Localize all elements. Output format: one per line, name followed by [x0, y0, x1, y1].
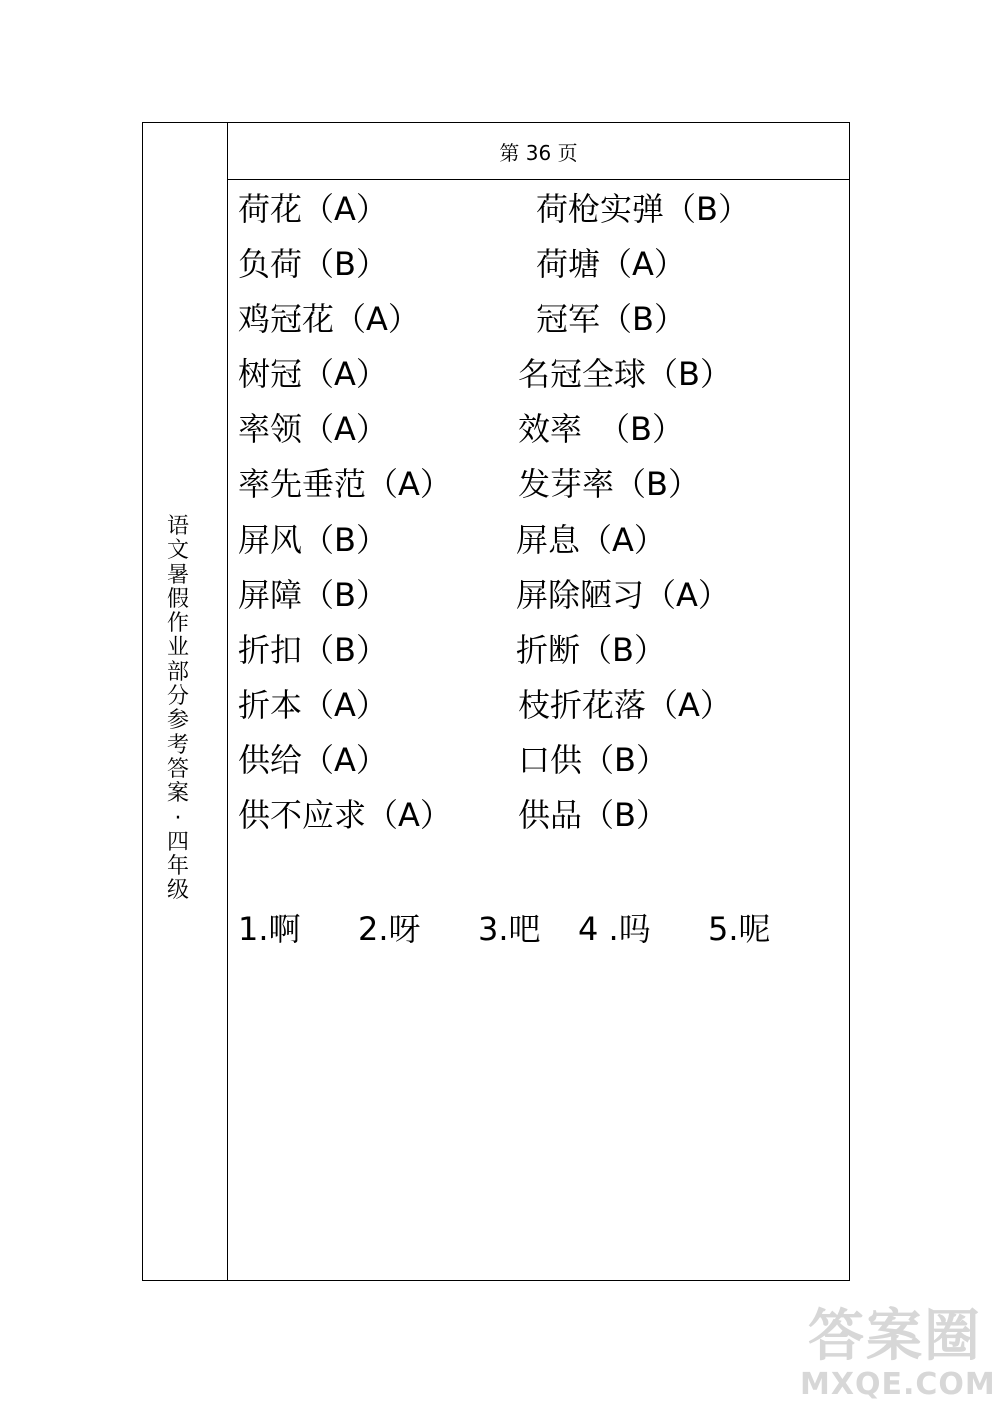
- page-number-header: [228, 123, 849, 180]
- answer-right: 屏除陋习（A）: [516, 576, 730, 614]
- answer-page-frame: [142, 122, 850, 1281]
- sidebar: [143, 123, 228, 1280]
- watermark-mark: 答案圈: [808, 1304, 982, 1369]
- answer-left: 折本（A）: [238, 686, 388, 724]
- answer-right: 荷枪实弹（B）: [536, 190, 750, 228]
- answer-right: 发芽率（B）: [518, 465, 700, 503]
- answer-left: 折扣（B）: [238, 631, 388, 669]
- answer-left: 屏风（B）: [238, 521, 388, 559]
- answer-right: 枝折花落（A）: [518, 686, 732, 724]
- answer-left: 荷花（A）: [238, 190, 388, 228]
- answer-left: 率领（A）: [238, 410, 388, 448]
- answer-left: 鸡冠花（A）: [238, 300, 420, 338]
- answer-right: 供品（B）: [518, 796, 668, 834]
- answer-left: 负荷（B）: [238, 245, 388, 283]
- particle-answer: 1.啊: [238, 910, 301, 948]
- watermark-url: MXQE.COM: [800, 1367, 996, 1402]
- answer-right: 口供（B）: [518, 741, 668, 779]
- content-area: [228, 123, 849, 1280]
- answer-right: 折断（B）: [516, 631, 666, 669]
- particle-answer: 2.呀: [358, 910, 421, 948]
- particle-answer: 5.呢: [708, 910, 771, 948]
- answer-right: 屏息（A）: [516, 521, 666, 559]
- answer-left: 树冠（A）: [238, 355, 388, 393]
- watermark-logo: [800, 1304, 996, 1405]
- answer-left: 率先垂范（A）: [238, 465, 452, 503]
- particle-answer: 4 .吗: [578, 910, 651, 948]
- answer-left: 供给（A）: [238, 741, 388, 779]
- answer-left: 供不应求（A）: [238, 796, 452, 834]
- page-number: 第 36 页: [499, 140, 578, 165]
- answer-right: 效率 （B）: [518, 410, 684, 448]
- answer-left: 屏障（B）: [238, 576, 388, 614]
- answer-right: 荷塘（A）: [536, 245, 686, 283]
- sidebar-title: 语文暑假作业部分参考答案·四年级: [166, 514, 189, 904]
- answer-right: 名冠全球（B）: [518, 355, 732, 393]
- particle-answer: 3.吧: [478, 910, 541, 948]
- answer-right: 冠军（B）: [536, 300, 686, 338]
